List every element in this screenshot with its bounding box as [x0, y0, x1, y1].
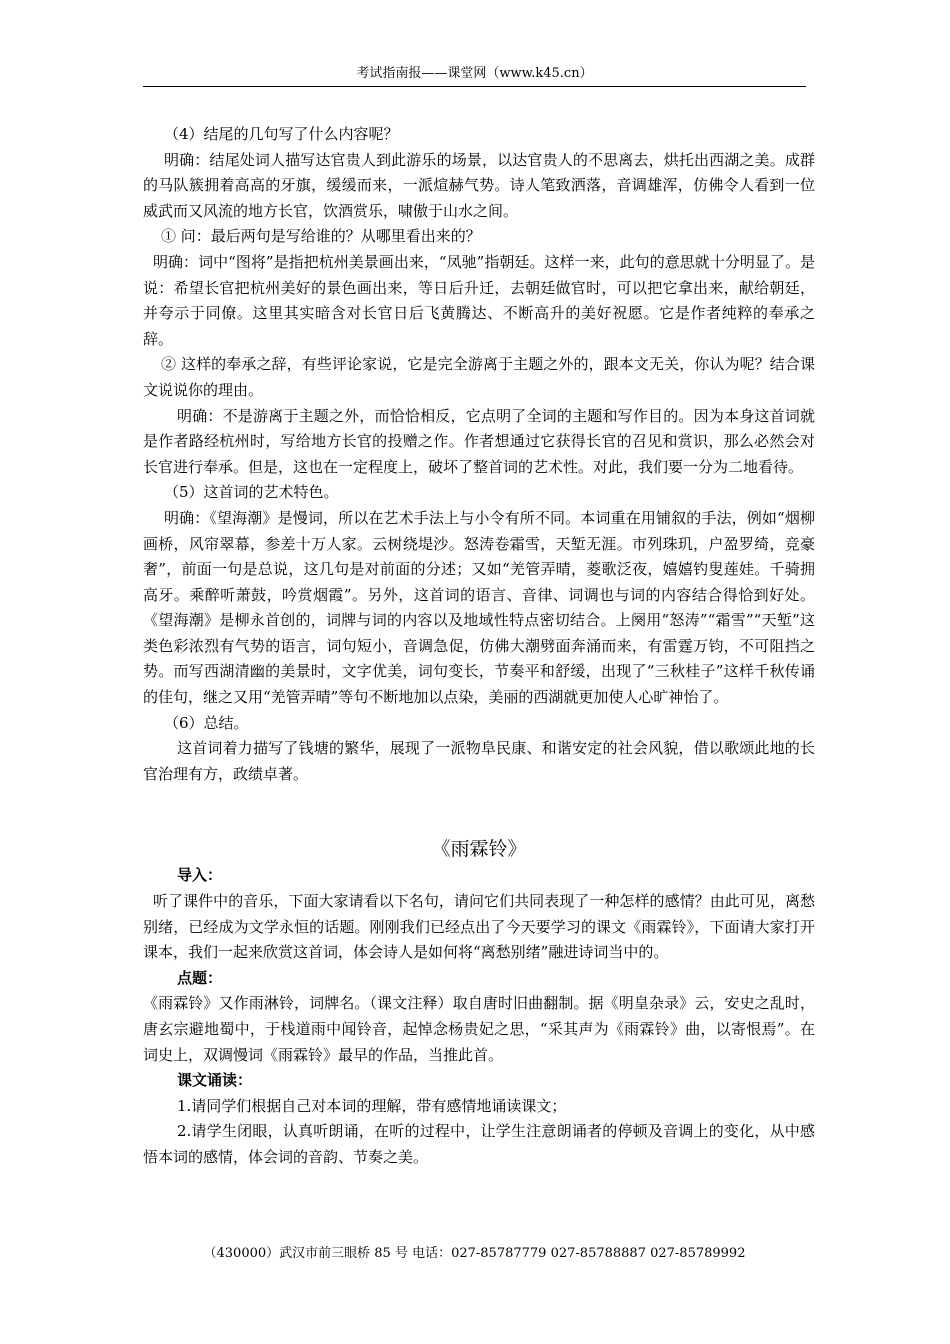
answer-4-1: 明确：词中“图将”是指把杭州美景画出来，“凤驰”指朝廷。这样一来，此句的意思就十分明显了。是说：希望长官把杭州美好的景色画出来，等日后升迁，去朝廷做官时，可以把它拿出来，献给朝廷，并夸示于同僚。这里其实暗含对长官日后飞黄腾达、不断高升的美好祝愿。它是作者纯粹的奉承之辞。 [143, 252, 815, 348]
question-4-1: ① 问：最后两句是写给谁的？从哪里看出来的？ [161, 227, 481, 246]
document-body [143, 122, 815, 1171]
topic-heading: 点题： [177, 968, 223, 987]
page-footer: （430000）武汉市前三眼桥 85 号 电话：027-85787779 027-85788887 027-85789992 [203, 1246, 746, 1261]
poem-title: 《雨霖铃》 [431, 838, 527, 861]
answer-4: 明确：结尾处词人描写达官贵人到此游乐的场景，以达官贵人的不思离去，烘托出西湖之美。成群的马队簇拥着高高的牙旗，缓缓而来，一派煊赫气势。诗人笔致洒落，音调雄浑，仿佛令人看到一位威武而又风流的地方长官，饮酒赏乐，啸傲于山水之间。 [143, 150, 815, 220]
question-5: （5）这首词的艺术特色。 [164, 483, 339, 502]
reading-heading: 课文诵读： [177, 1071, 253, 1090]
reading-item-1: 1.请同学们根据自己对本词的理解，带有感情地诵读课文； [177, 1096, 567, 1115]
question-4: （4）结尾的几句写了什么内容呢？ [164, 125, 399, 143]
section-gap [143, 787, 815, 827]
summary-text: 这首词着力描写了钱塘的繁华，展现了一派物阜民康、和谐安定的社会风貌，借以歌颂此地的长官治理有方，政绩卓著。 [143, 739, 815, 783]
intro-text: 听了课件中的音乐，下面大家请看以下名句，请问它们共同表现了一种怎样的感情？由此可见，离愁别绪，已经成为文学永恒的话题。刚刚我们已经点出了今天要学习的课文《雨霖铃》，下面请大家打开课本，我们一起来欣赏这首词，体会诗人是如何将“离愁别绪”融进诗词当中的。 [143, 892, 815, 962]
page-header: 考试指南报——课堂网（www.k45.cn） [356, 66, 593, 81]
topic-text: 《雨霖铃》又作雨淋铃，词牌名。（课文注释）取自唐时旧曲翻制。据《明皇杂录》云，安史之乱时，唐玄宗避地蜀中，于栈道雨中闻铃音，起悼念杨贵妃之思，“采其声为《雨霖铃》曲，以寄恨焉”。在词史上，双调慢词《雨霖铃》最早的作品，当推此首。 [143, 994, 815, 1064]
answer-5: 明确：《望海潮》是慢词，所以在艺术手法上与小令有所不同。本词重在用铺叙的手法，例如“烟柳画桥，风帘翠幕，参差十万人家。云树绕堤沙。怒涛卷霜雪，天堑无涯。市列珠玑，户盈罗绮，竞豪奢”，前面一句是总说，这几句是对前面的分述；又如“羌管弄晴，菱歌泛夜，嬉嬉钓叟莲娃。千骑拥高牙。乘醉听萧鼓，吟赏烟霞”。另外，这首词的语言、音律、词调也与词的内容结合得恰到好处。《望海潮》是柳永首创的，词牌与词的内容以及地域性特点密切结合。上阕用“怒涛”“霜雪”“天堑”这类色彩浓烈有气势的语言，词句短小，音调急促，仿佛大潮劈面奔涌而来，有雷霆万钧，不可阻挡之势。而写西湖清幽的美景时，文字优美，词句变长，节奏平和舒缓，出现了“三秋桂子”这样千秋传诵的佳句，继之又用“羌管弄晴”等句不断地加以点染，美丽的西湖就更加使人心旷神怡了。 [143, 508, 815, 707]
header-rule [143, 86, 806, 87]
intro-heading: 导入： [177, 866, 223, 885]
question-4-2: ② 这样的奉承之辞，有些评论家说，它是完全游离于主题之外的，跟本文无关，你认为呢？结合课文说说你的理由。 [143, 355, 815, 399]
question-6: （6）总结。 [164, 713, 249, 732]
answer-4-2: 明确：不是游离于主题之外，而恰恰相反，它点明了全词的主题和写作目的。因为本身这首词就是作者路经杭州时，写给地方长官的投赠之作。作者想通过它获得长官的召见和赏识，那么必然会对长官进行奉承。但是，这也在一定程度上，破坏了整首词的艺术性。对此，我们要一分为二地看待。 [143, 406, 815, 476]
reading-item-2: 2.请学生闭眼，认真听朗诵，在听的过程中，让学生注意朗诵者的停顿及音调上的变化，从中感悟本词的感情，体会词的音韵、节奏之美。 [143, 1122, 815, 1166]
